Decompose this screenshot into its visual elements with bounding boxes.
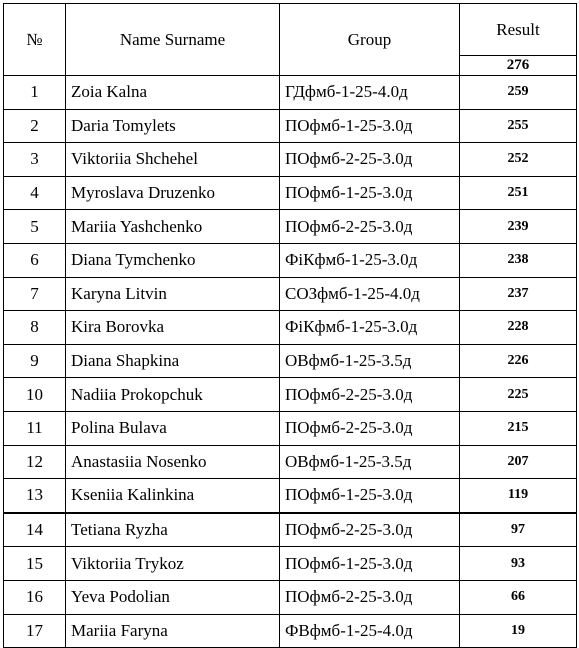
table-row [4, 76, 577, 110]
row-number: 16 [4, 580, 66, 614]
row-result: 225 [460, 378, 577, 412]
row-group: ПОфмб-2-25-3.0д [280, 580, 460, 614]
max-score: 276 [460, 56, 577, 76]
row-number: 6 [4, 243, 66, 277]
row-group: ПОфмб-2-25-3.0д [280, 143, 460, 177]
row-result: 66 [460, 580, 577, 614]
row-number: 14 [4, 513, 66, 547]
row-name: Yeva Podolian [66, 580, 280, 614]
row-group: ПОфмб-1-25-3.0д [280, 109, 460, 143]
row-number: 7 [4, 277, 66, 311]
row-name: Tetiana Ryzha [66, 513, 280, 547]
table-row [4, 580, 577, 614]
row-name: Nadiia Prokopchuk [66, 378, 280, 412]
row-number: 2 [4, 109, 66, 143]
table-row [4, 277, 577, 311]
row-group: ПОфмб-2-25-3.0д [280, 513, 460, 547]
table-row [4, 445, 577, 479]
row-number: 17 [4, 614, 66, 648]
header-row [4, 4, 577, 56]
row-number: 8 [4, 311, 66, 345]
table-row [4, 479, 577, 513]
table-row [4, 311, 577, 345]
row-result: 239 [460, 210, 577, 244]
row-name: Polina Bulava [66, 411, 280, 445]
table-row [4, 243, 577, 277]
row-group: ПОфмб-2-25-3.0д [280, 411, 460, 445]
row-result: 251 [460, 176, 577, 210]
row-group: ОВфмб-1-25-3.5д [280, 344, 460, 378]
row-name: Viktoriia Shchehel [66, 143, 280, 177]
header-number: № [4, 4, 66, 76]
table-row [4, 614, 577, 648]
row-name: Diana Shapkina [66, 344, 280, 378]
table-row [4, 210, 577, 244]
results-table [3, 3, 577, 648]
row-result: 259 [460, 76, 577, 110]
row-number: 1 [4, 76, 66, 110]
table-row [4, 143, 577, 177]
table-row [4, 344, 577, 378]
table-row [4, 547, 577, 581]
row-name: Mariia Faryna [66, 614, 280, 648]
row-result: 237 [460, 277, 577, 311]
row-group: ПОфмб-1-25-3.0д [280, 176, 460, 210]
row-group: СОЗфмб-1-25-4.0д [280, 277, 460, 311]
row-name: Daria Tomylets [66, 109, 280, 143]
row-group: ПОфмб-1-25-3.0д [280, 479, 460, 513]
row-group: ФіКфмб-1-25-3.0д [280, 311, 460, 345]
row-result: 226 [460, 344, 577, 378]
table-row [4, 411, 577, 445]
table-row [4, 109, 577, 143]
row-group: ФВфмб-1-25-4.0д [280, 614, 460, 648]
header-result: Result [460, 4, 577, 56]
results-table-body [4, 4, 577, 648]
row-number: 3 [4, 143, 66, 177]
row-name: Mariia Yashchenko [66, 210, 280, 244]
row-number: 4 [4, 176, 66, 210]
row-number: 15 [4, 547, 66, 581]
header-group: Group [280, 4, 460, 76]
row-name: Kira Borovka [66, 311, 280, 345]
row-number: 5 [4, 210, 66, 244]
row-result: 97 [460, 513, 577, 547]
table-row [4, 176, 577, 210]
row-result: 19 [460, 614, 577, 648]
row-result: 255 [460, 109, 577, 143]
row-result: 207 [460, 445, 577, 479]
row-name: Kseniia Kalinkina [66, 479, 280, 513]
row-name: Myroslava Druzenko [66, 176, 280, 210]
row-result: 238 [460, 243, 577, 277]
row-result: 252 [460, 143, 577, 177]
row-group: ПОфмб-2-25-3.0д [280, 210, 460, 244]
table-row [4, 378, 577, 412]
row-name: Viktoriia Trykoz [66, 547, 280, 581]
row-number: 12 [4, 445, 66, 479]
row-group: ПОфмб-2-25-3.0д [280, 378, 460, 412]
row-name: Anastasiia Nosenko [66, 445, 280, 479]
row-name: Karyna Litvin [66, 277, 280, 311]
row-result: 119 [460, 479, 577, 513]
row-name: Diana Tymchenko [66, 243, 280, 277]
row-result: 215 [460, 411, 577, 445]
row-result: 93 [460, 547, 577, 581]
row-result: 228 [460, 311, 577, 345]
row-group: ГДфмб-1-25-4.0д [280, 76, 460, 110]
row-group: ОВфмб-1-25-3.5д [280, 445, 460, 479]
header-name: Name Surname [66, 4, 280, 76]
row-number: 13 [4, 479, 66, 513]
row-name: Zoia Kalna [66, 76, 280, 110]
row-number: 11 [4, 411, 66, 445]
table-row [4, 513, 577, 547]
row-group: ПОфмб-1-25-3.0д [280, 547, 460, 581]
row-number: 9 [4, 344, 66, 378]
row-group: ФіКфмб-1-25-3.0д [280, 243, 460, 277]
row-number: 10 [4, 378, 66, 412]
